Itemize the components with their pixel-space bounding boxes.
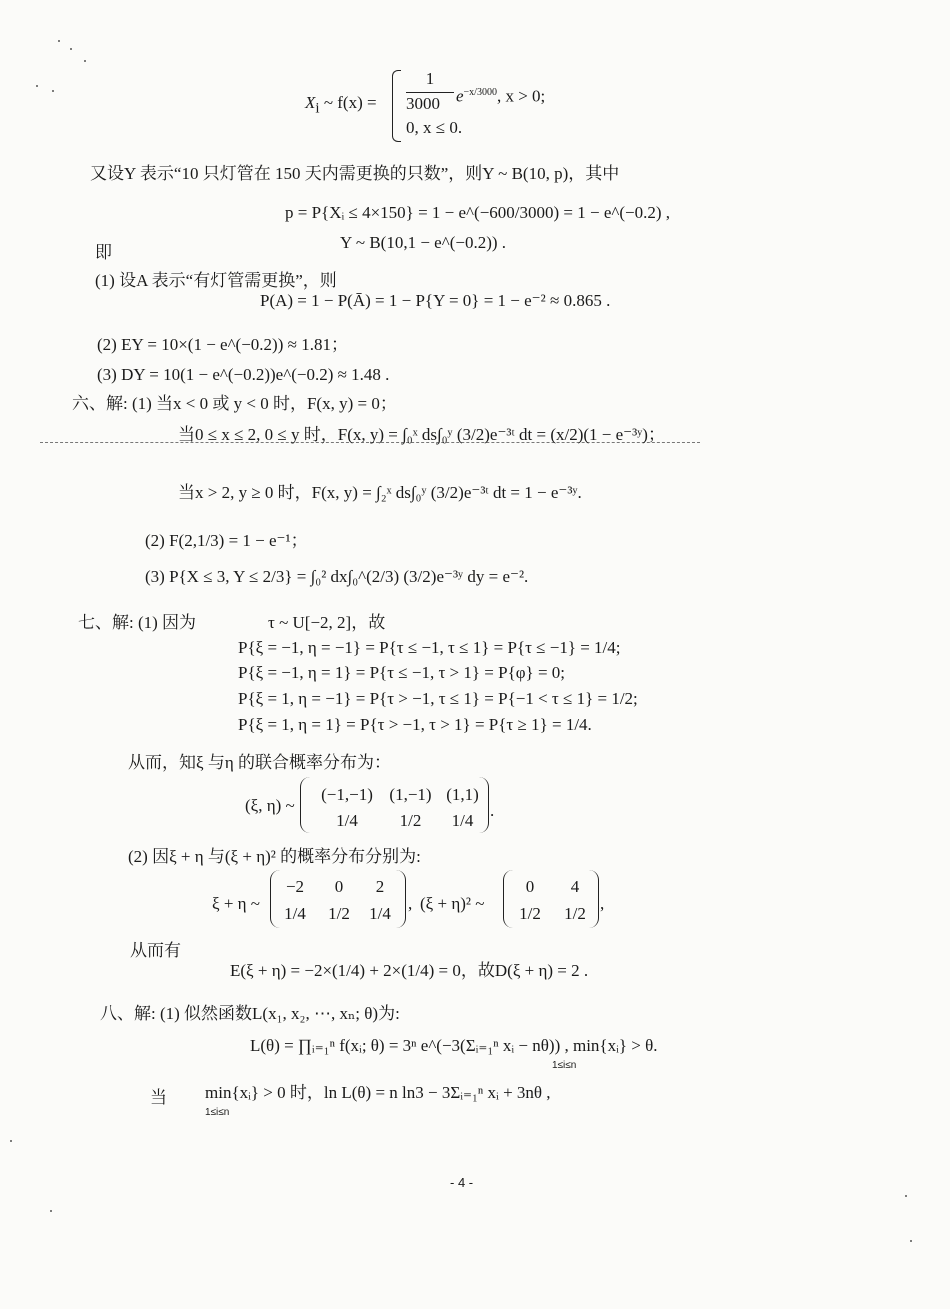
eq-f-case-2: 当0 ≤ x ≤ 2, 0 ≤ y 时，F(x, y) = ∫₀ˣ ds∫₀ʸ (3/2)e⁻³ᵗ dt = (x/2)(1 − e⁻³ʸ)； (178, 425, 665, 444)
eq-p-3: P{ξ = 1, η = −1} = P{τ > −1, τ ≤ 1} = P{−1 < τ ≤ 1} = 1/2; (238, 689, 638, 708)
scan-speck (52, 90, 54, 92)
matrix-cell: (1,−1) (389, 785, 432, 804)
eq-y-dist: Y ~ B(10,1 − e^(−0.2)) . (340, 233, 507, 252)
scan-speck (10, 1140, 12, 1142)
eq-f-case-3: 当x > 2, y ≥ 0 时，F(x, y) = ∫₂ˣ ds∫₀ʸ (3/2)e⁻³ᵗ dt = 1 − e⁻³ʸ. (178, 483, 582, 502)
var-x: X (305, 93, 316, 112)
scan-speck (58, 40, 60, 42)
cond-nonpositive: 0, x ≤ 0. (406, 118, 463, 137)
frac-denominator: 3000 (406, 94, 440, 113)
matrix-cell: 1/2 (328, 904, 350, 923)
scanned-page: $X_i$ ~ f(x) = 1 3000 $e^{-x/3000}$, x > 0; 0, x ≤ 0. 又设Y 表示“10 只灯管在 150 天内需更换的只数”，则Y ~ B(10, p)，其中 p = P{Xᵢ ≤ 4×150} = 1 − e^(−600/3000) = 1 − e^(−0.2) , 即 Y ~ B(10,1 − e^(−0.2)) . (1) 设A 表示“有灯管需更换”，则 P(A) = 1 − P(Ā) = 1 − P{Y = 0} = 1 − e⁻² ≈ 0.865 . (2) EY = 10×(1 − e^(−0.2)) ≈ 1.81； (3) DY = 10(1 − e^(−0.2))e^(−0.2) ≈ 1.48 . 六、解: (1) 当x < 0 或 y < 0 时，F(x, y) = 0； 当0 ≤ x ≤ 2, 0 ≤ y 时，F(x, y) = ∫₀ˣ ds∫₀ʸ (3/2)e⁻³ᵗ dt = (x/2)(1 − e⁻³ʸ)； 当x > 2, y ≥ 0 时，F(x, y) = ∫₂ˣ ds∫₀ʸ (3/2)e⁻³ᵗ dt = 1 − e⁻³ʸ. (2) F(2,1/3) = 1 − e⁻¹； (3) P{X ≤ 3, Y ≤ 2/3} = ∫₀² dx∫₀^(2/3) (3/2)e⁻³ʸ dy = e⁻². 七、解: (1) 因为 τ ~ U[−2, 2]，故 P{ξ = −1, η = −1} = P{τ ≤ −1, τ ≤ 1} = P{τ ≤ −1} = 1/4; P{ξ = −1, η = 1} = P{τ ≤ −1, τ > 1} = P{φ} = 0; P{ξ = 1, η = −1} = P{τ > −1, τ ≤ 1} = P{−1 < τ ≤ 1} = 1/2; P{ξ = 1, η = 1} = P{τ > −1, τ > 1} = P{τ ≥ 1} = 1/4. 从而，知ξ 与η 的联合概率分布为： (ξ, η) ~ (−1,−1) (1,−1) (1,1) 1/4 1/2 1/4 . (2) 因ξ + η 与(ξ + η)² 的概率分布分别为: ξ + η ~ −2 0 2 1/4 1/2 1/4 , (ξ + η)² ~ 0 4 1/2 1/2 , 从而有 E(ξ + η) = −2×(1/4) + 2×(1/4) = 0，故D(ξ + η) = 2 . 八、解: (1) 似然函数L(x₁, x₂, ⋯, xₙ; θ)为: L(θ) = ∏ᵢ₌₁ⁿ f(xᵢ; θ) = 3ⁿ e^(−3(Σᵢ₌₁ⁿ xᵢ − nθ)) , min{xᵢ} > θ. 1≤i≤n 当 min{xᵢ} > 0 时，ln L(θ) = n ln3 − 3Σᵢ₌₁ⁿ xᵢ + 3nθ , 1≤i≤n - 4 - (0, 0, 950, 1309)
scan-speck (70, 48, 72, 50)
scan-speck (84, 60, 86, 62)
eq-f-value: (2) F(2,1/3) = 1 − e⁻¹； (145, 531, 308, 550)
joint-lhs: (ξ, η) ~ (245, 796, 295, 815)
page-number: - 4 - (450, 1175, 474, 1190)
min-subscript: 1≤i≤n (552, 1060, 577, 1071)
matrix-period: . (490, 801, 495, 820)
eq-p: p = P{Xᵢ ≤ 4×150} = 1 − e^(−600/3000) = 1 − e^(−0.2) , (285, 203, 671, 222)
exp-e: e (456, 86, 464, 106)
scan-speck (910, 1240, 912, 1242)
eq-dy: (3) DY = 10(1 − e^(−0.2))e^(−0.2) ≈ 1.48 . (97, 365, 390, 384)
exp-term (456, 82, 545, 108)
matrix-right-paren (395, 870, 406, 928)
text-define-y: 又设Y 表示“10 只灯管在 150 天内需更换的只数”，则Y ~ B(10, p)，其中 (90, 164, 620, 183)
text-dang: 当 (150, 1088, 167, 1107)
matrix-cell: 1/2 (519, 904, 541, 923)
section-8-intro: 八、解: (1) 似然函数L(x₁, x₂, ⋯, xₙ; θ)为: (100, 1004, 400, 1023)
eq-prob-integral: (3) P{X ≤ 3, Y ≤ 2/3} = ∫₀² dx∫₀^(2/3) (3/2)e⁻³ʸ dy = e⁻². (145, 567, 529, 586)
matrix-cell: 1/2 (399, 811, 422, 830)
eq-likelihood: L(θ) = ∏ᵢ₌₁ⁿ f(xᵢ; θ) = 3ⁿ e^(−3(Σᵢ₌₁ⁿ xᵢ − nθ)) , min{xᵢ} > θ. (250, 1036, 658, 1055)
section-7-intro: 七、解: (1) 因为 (78, 613, 197, 632)
part-2-intro: (2) 因ξ + η 与(ξ + η)² 的概率分布分别为: (128, 847, 421, 866)
matrix-cell: 0 (525, 877, 535, 896)
section-6-part-1: 六、解: (1) 当x < 0 或 y < 0 时，F(x, y) = 0； (72, 394, 397, 413)
eq-ey: (2) EY = 10×(1 − e^(−0.2)) ≈ 1.81； (97, 335, 348, 354)
matrix-right-paren (478, 777, 489, 833)
matrix-cell: 1/4 (284, 904, 306, 923)
matrix-cell: (−1,−1) (321, 785, 373, 804)
density-lhs (305, 92, 377, 119)
sum-dist-lhs: ξ + η ~ (212, 894, 261, 913)
eq-expectation: E(ξ + η) = −2×(1/4) + 2×(1/4) = 0，故D(ξ + η) = 2 . (230, 961, 589, 980)
frac-numerator: 1 (425, 69, 435, 88)
square-dist-lhs: (ξ + η)² ~ (420, 894, 485, 913)
matrix-cell: 1/4 (451, 811, 474, 830)
matrix-cell: 1/4 (369, 904, 391, 923)
matrix-cell: 4 (570, 877, 580, 896)
text-ji: 即 (95, 243, 112, 262)
eq-log-likelihood: min{xᵢ} > 0 时，ln L(θ) = n ln3 − 3Σᵢ₌₁ⁿ xᵢ + 3nθ , (205, 1083, 551, 1102)
matrix-cell: 0 (334, 877, 344, 896)
matrix-cell: 2 (375, 877, 385, 896)
left-brace (392, 70, 401, 142)
min-subscript: 1≤i≤n (205, 1107, 230, 1118)
exp-power: −x/3000 (463, 87, 497, 98)
eq-p-2: P{ξ = −1, η = 1} = P{τ ≤ −1, τ > 1} = P{φ} = 0; (238, 663, 566, 682)
scan-speck (905, 1195, 907, 1197)
matrix-cell: −2 (285, 877, 305, 896)
eq-p-1: P{ξ = −1, η = −1} = P{τ ≤ −1, τ ≤ 1} = P{τ ≤ −1} = 1/4; (238, 638, 621, 657)
text-joint-dist: 从而，知ξ 与η 的联合概率分布为： (128, 753, 391, 772)
scan-speck (50, 1210, 52, 1212)
eq-p-4: P{ξ = 1, η = 1} = P{τ > −1, τ > 1} = P{τ ≥ 1} = 1/4. (238, 715, 592, 734)
part-1-intro: (1) 设A 表示“有灯管需更换”，则 (95, 271, 337, 290)
matrix-cell: (1,1) (446, 785, 479, 804)
eq-pa: P(A) = 1 − P(Ā) = 1 − P{Y = 0} = 1 − e⁻² ≈ 0.865 . (260, 291, 611, 310)
density-eq: ~ f(x) = (319, 93, 377, 112)
matrix-left-paren (300, 777, 311, 833)
cond-positive: , x > 0; (496, 86, 546, 106)
matrix-cell: 1/4 (336, 811, 358, 830)
subscript-i: i (315, 100, 320, 117)
matrix-right-paren (588, 870, 599, 928)
scan-speck (36, 85, 38, 87)
text-thus: 从而有 (130, 941, 181, 960)
eq-tau-uniform: τ ~ U[−2, 2]，故 (268, 613, 386, 632)
matrix-cell: 1/2 (564, 904, 586, 923)
